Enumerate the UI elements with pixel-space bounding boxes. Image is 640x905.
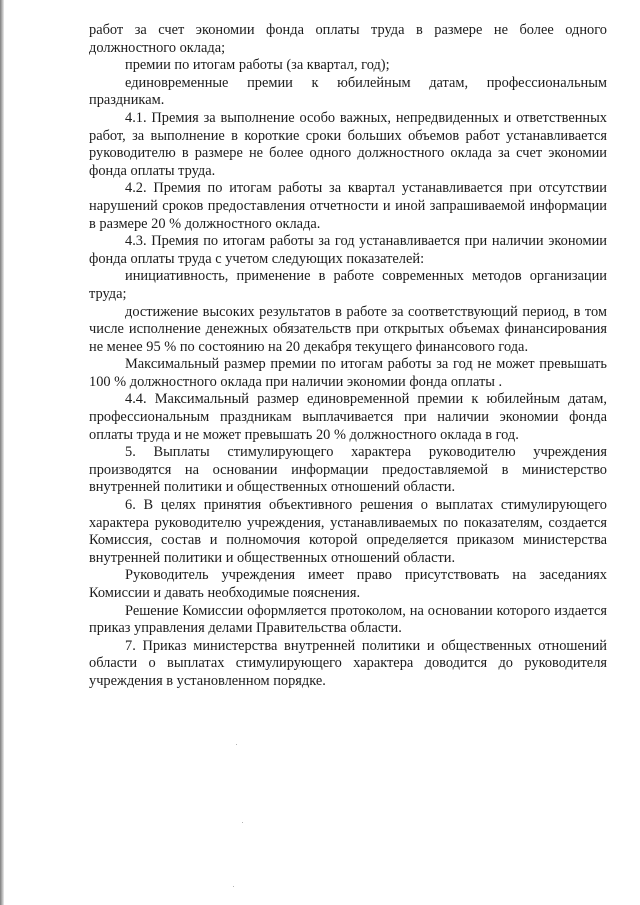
clause-4-3: 4.3. Премия по итогам работы за год устанавливается при наличии экономии фонда оплаты труда с учетом следующих показателей: [89, 233, 607, 267]
commission-decision: Решение Комиссии оформляется протоколом, на основании которого издается приказ управления делами Правительства области. [89, 602, 607, 637]
scan-speck [233, 886, 234, 887]
clause-5: 5. Выплаты стимулирующего характера руководителю учреждения производятся на основании информации предоставляемой в министерство внутренней политики и общественных отношений области. [89, 444, 607, 496]
clause-4-2: 4.2. Премия по итогам работы за квартал устанавливается при отсутствии нарушений сроков предоставления отчетности и иной запрашиваемой информации в размере 20 % должностного оклада. [89, 180, 607, 232]
director-rights: Руководитель учреждения имеет право присутствовать на заседаниях Комиссии и давать необходимые пояснения. [89, 567, 607, 601]
clause-4-4: 4.4. Максимальный размер единовременной премии к юбилейным датам, профессиональным праздникам выплачивается при наличии экономии фонда оплаты труда и не может превышать 20 % должностного оклада в год. [89, 391, 607, 443]
list-item-quarterly-annual-bonus: премии по итогам работы (за квартал, год); [125, 57, 390, 74]
scan-speck [242, 822, 243, 823]
list-item-anniversary-bonus: единовременные премии к юбилейным датам, профессиональным праздникам. [89, 74, 607, 109]
document-body [89, 22, 607, 691]
paragraph-continuation: работ за счет экономии фонда оплаты труда в размере не более одного должностного оклада; [89, 22, 607, 56]
clause-7: 7. Приказ министерства внутренней политики и общественных отношений области о выплатах стимулирующего характера доводится до руководителя учреждения в установленном порядке. [89, 637, 607, 689]
clause-6: 6. В целях принятия объективного решения о выплатах стимулирующего характера руководителю учреждения, устанавливаемых по показателям, создается Комиссия, состав и полномочия которой определяется приказом министерства внутренней политики и общественных отношений области. [89, 497, 607, 566]
indicator-results: достижение высоких результатов в работе за соответствующий период, в том числе исполнение денежных обязательств при открытых объемах финансирования не менее 95 % по состоянию на 20 декабря текущего финансового года. [89, 303, 607, 355]
indicator-initiative: инициативность, применение в работе современных методов организации труда; [89, 268, 607, 302]
clause-4-1: 4.1. Премия за выполнение особо важных, непредвиденных и ответственных работ, за выполнение в короткие сроки больших объемов работ устанавливается руководителю в размере не более одного должностного оклада за счет экономии фонда оплаты труда. [89, 109, 607, 179]
scan-speck [236, 744, 237, 745]
annual-bonus-maximum: Максимальный размер премии по итогам работы за год не может превышать 100 % должностного оклада при наличии экономии фонда оплаты . [89, 356, 607, 390]
